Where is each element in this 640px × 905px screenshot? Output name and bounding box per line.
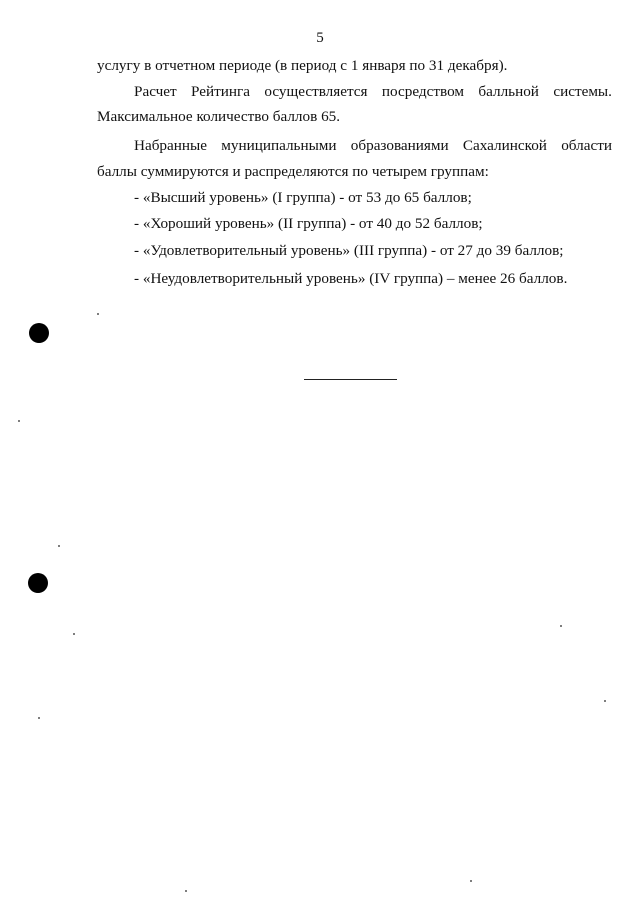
group-item-2: - «Хороший уровень» (II группа) - от 40 до 52 баллов;	[134, 215, 483, 232]
word: балльной	[478, 83, 539, 100]
scan-speck	[97, 313, 99, 315]
punch-hole-bottom	[28, 573, 48, 593]
word: Набранные	[134, 137, 207, 154]
paragraph-3-line-1	[134, 137, 612, 155]
scan-speck	[38, 717, 40, 719]
end-separator-line	[304, 379, 397, 380]
page-number: 5	[316, 30, 324, 46]
paragraph-1-line-1: услугу в отчетном периоде (в период с 1 января по 31 декабря).	[97, 57, 508, 74]
word: Расчет	[134, 83, 177, 100]
scan-speck	[560, 625, 562, 627]
scan-speck	[58, 545, 60, 547]
punch-hole-top	[29, 323, 49, 343]
scan-speck	[185, 890, 187, 892]
word: посредством	[381, 83, 464, 100]
word: области	[561, 137, 612, 154]
word: осуществляется	[264, 83, 368, 100]
scan-speck	[18, 420, 20, 422]
paragraph-2-line-1	[134, 83, 612, 101]
group-item-1: - «Высший уровень» (I группа) - от 53 до 65 баллов;	[134, 189, 472, 206]
group-item-4: - «Неудовлетворительный уровень» (IV группа) – менее 26 баллов.	[134, 270, 568, 287]
paragraph-3-line-2: баллы суммируются и распределяются по четырем группам:	[97, 163, 489, 180]
word: Сахалинской	[462, 137, 547, 154]
scan-speck	[604, 700, 606, 702]
word: Рейтинга	[191, 83, 251, 100]
scan-speck	[470, 880, 472, 882]
paragraph-2-line-2: Максимальное количество баллов 65.	[97, 108, 341, 125]
word: муниципальными	[221, 137, 337, 154]
group-item-3: - «Удовлетворительный уровень» (III группа) - от 27 до 39 баллов;	[134, 242, 564, 259]
scan-speck	[73, 633, 75, 635]
word: образованиями	[350, 137, 449, 154]
word: системы.	[553, 83, 612, 100]
